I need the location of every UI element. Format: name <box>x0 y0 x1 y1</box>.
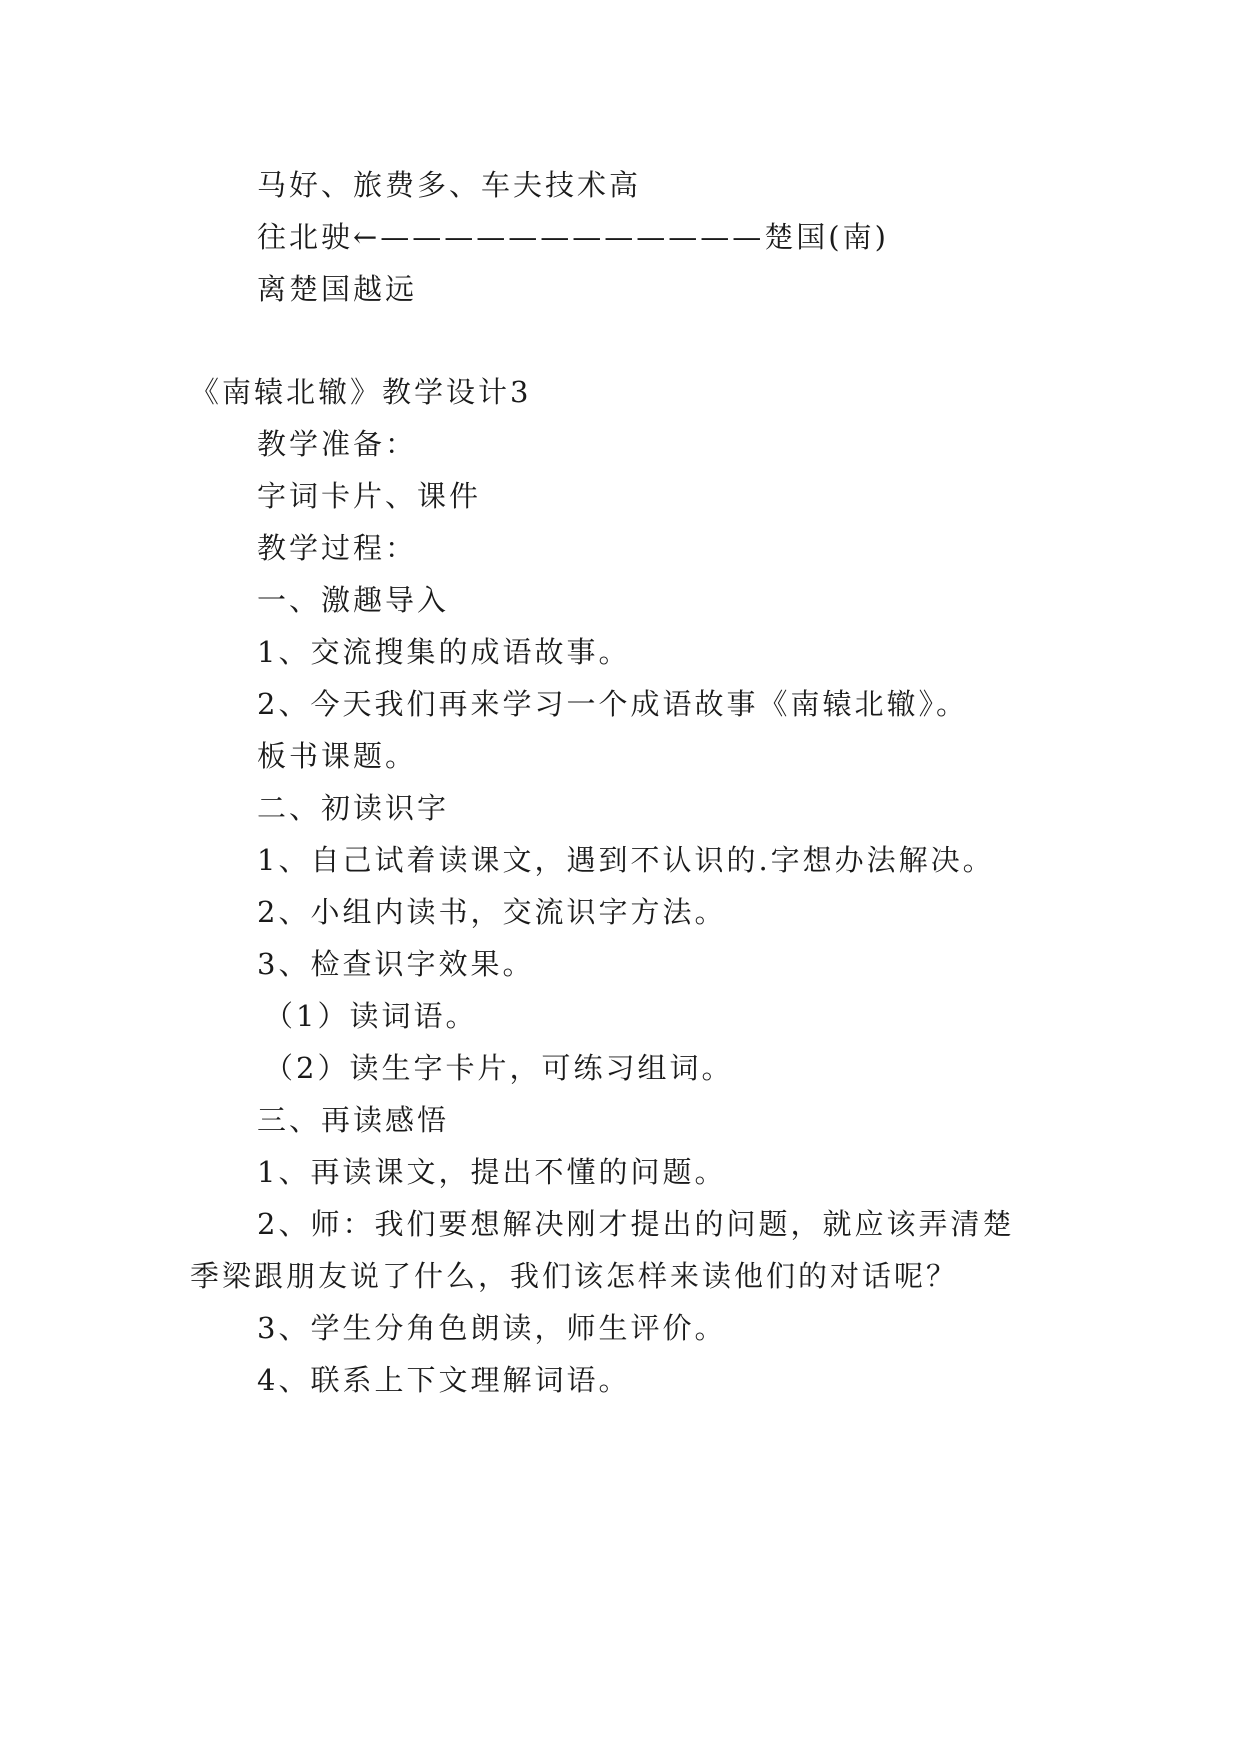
part1-heading: 一、激趣导入 <box>257 583 450 617</box>
part3-heading: 三、再读感悟 <box>257 1103 450 1137</box>
part2-subitem-2: （2）读生字卡片，可练习组词。 <box>264 1051 734 1085</box>
section-title: 《南辕北辙》教学设计3 <box>190 375 532 409</box>
part1-item-1: 1、交流搜集的成语故事。 <box>257 635 631 669</box>
prep-heading: 教学准备： <box>257 427 418 461</box>
part2-heading: 二、初读识字 <box>257 791 450 825</box>
part2-item-1: 1、自己试着读课文，遇到不认识的.字想办法解决。 <box>257 843 995 877</box>
part2-item-3: 3、检查识字效果。 <box>257 947 535 981</box>
part3-item-1: 1、再读课文，提出不懂的问题。 <box>257 1155 727 1189</box>
diagram-line-3: 离楚国越远 <box>257 272 418 306</box>
part2-item-2: 2、小组内读书，交流识字方法。 <box>257 895 727 929</box>
part1-item-3: 板书课题。 <box>257 739 418 773</box>
diagram-line-1: 马好、旅费多、车夫技术高 <box>257 168 642 202</box>
part3-item-4: 4、联系上下文理解词语。 <box>257 1363 631 1397</box>
process-heading: 教学过程： <box>257 531 418 565</box>
part2-subitem-1: （1）读词语。 <box>264 999 478 1033</box>
part3-item-2: 2、师：我们要想解决刚才提出的问题，就应该弄清楚 <box>257 1207 1015 1241</box>
part3-item-3: 3、学生分角色朗读，师生评价。 <box>257 1311 727 1345</box>
prep-text: 字词卡片、课件 <box>257 479 482 513</box>
part1-item-2: 2、今天我们再来学习一个成语故事《南辕北辙》。 <box>257 687 968 721</box>
part3-item-2-continuation: 季梁跟朋友说了什么，我们该怎样来读他们的对话呢？ <box>190 1259 959 1293</box>
diagram-line-2: 往北驶←————————————楚国(南) <box>257 220 889 254</box>
